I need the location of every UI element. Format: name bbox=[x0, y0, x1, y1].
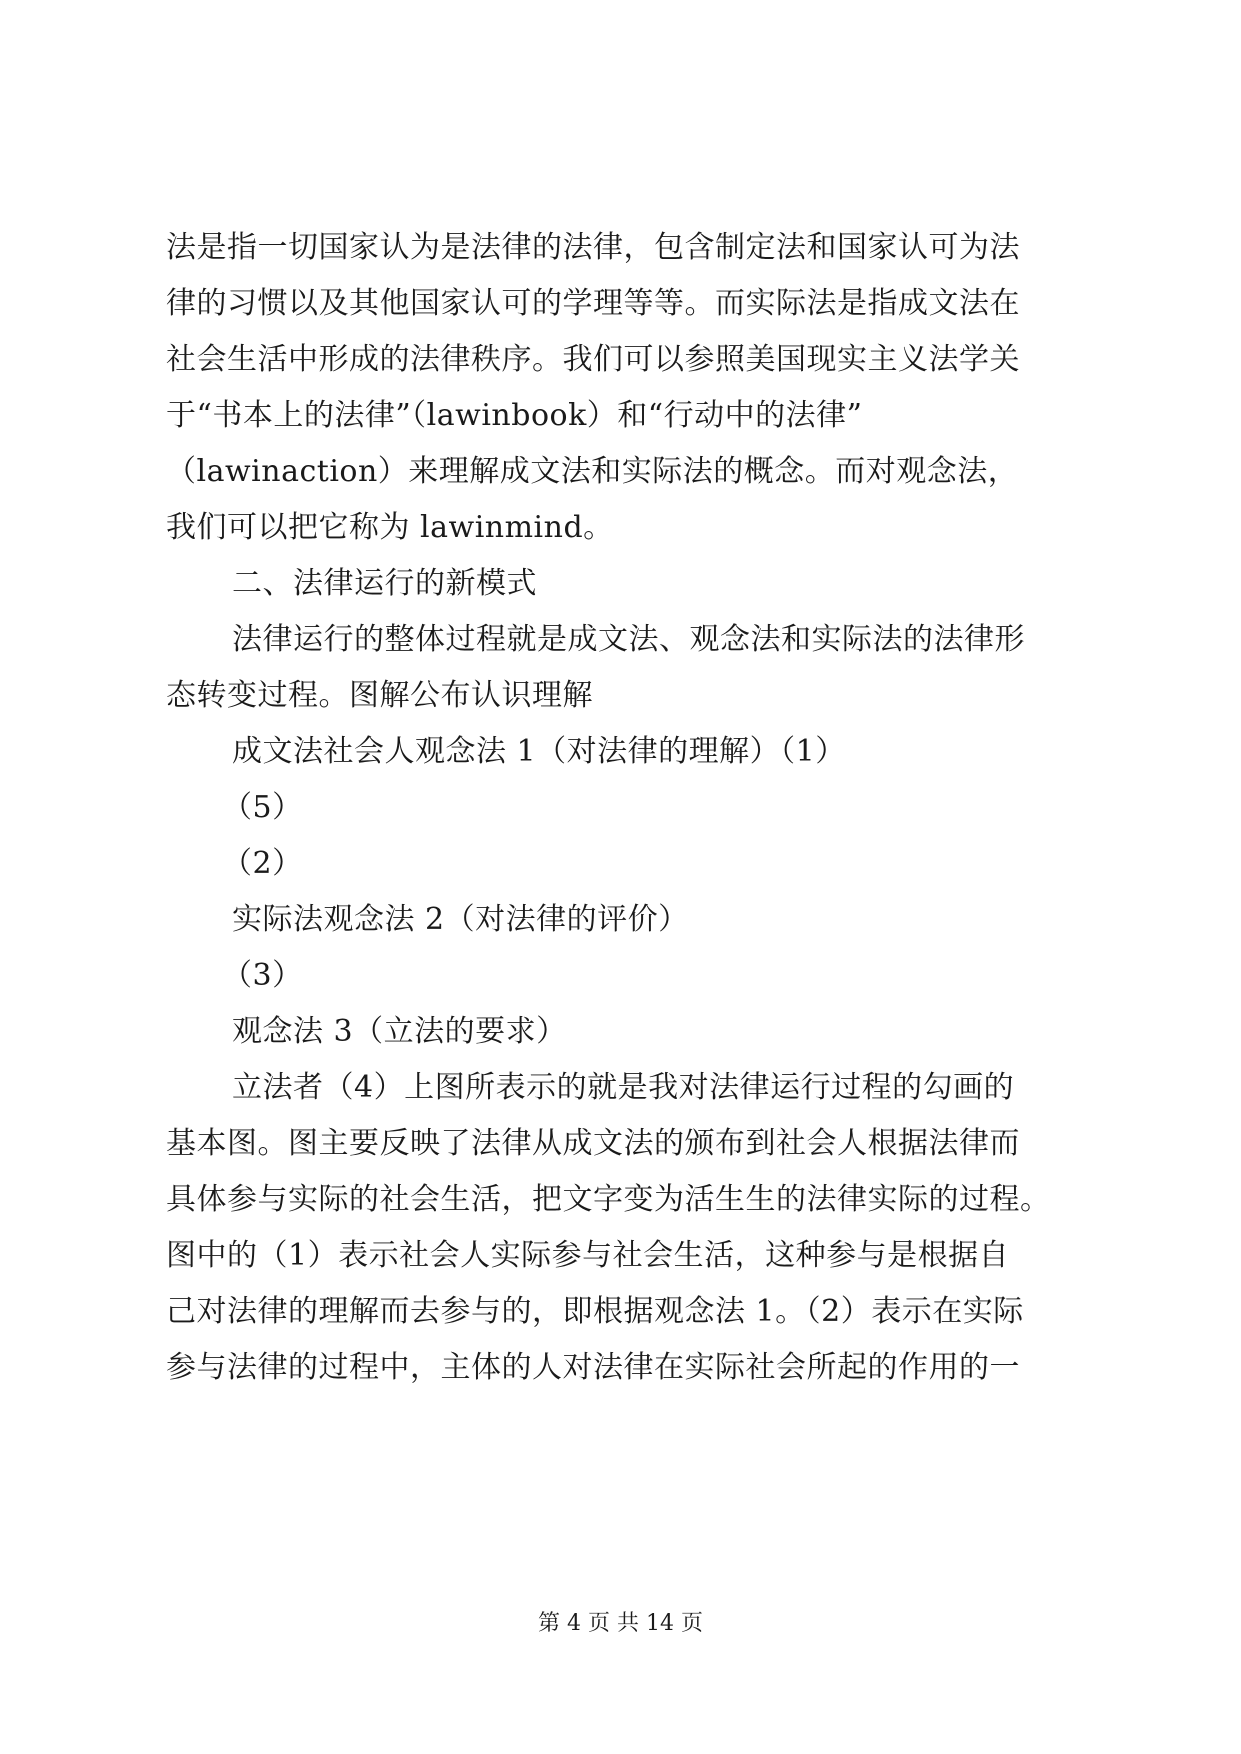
paragraph-line-2: 律的习惯以及其他国家认可的学理等等。而实际法是指成文法在 bbox=[166, 286, 1020, 321]
paragraph-line-17: 基本图。图主要反映了法律从成文法的颁布到社会人根据法律而 bbox=[166, 1126, 1020, 1161]
paragraph-line-19: 图中的（1）表示社会人实际参与社会生活，这种参与是根据自 bbox=[166, 1238, 1010, 1273]
paragraph-line-18: 具体参与实际的社会生活，把文字变为活生生的法律实际的过程。 bbox=[166, 1182, 1051, 1217]
diagram-line-4: 实际法观念法 2（对法律的评价） bbox=[232, 902, 689, 937]
paragraph-line-8: 法律运行的整体过程就是成文法、观念法和实际法的法律形 bbox=[232, 622, 1025, 657]
paragraph-line-9: 态转变过程。图解公布认识理解 bbox=[166, 678, 593, 713]
diagram-line-5: （3） bbox=[222, 958, 303, 993]
diagram-line-2: （5） bbox=[222, 790, 303, 825]
paragraph-line-21: 参与法律的过程中，主体的人对法律在实际社会所起的作用的一 bbox=[166, 1350, 1020, 1385]
paragraph-line-20: 己对法律的理解而去参与的，即根据观念法 1。（2）表示在实际 bbox=[166, 1294, 1024, 1329]
paragraph-line-5: （lawinaction）来理解成文法和实际法的概念。而对观念法， bbox=[166, 454, 1019, 489]
paragraph-line-1: 法是指一切国家认为是法律的法律，包含制定法和国家认可为法 bbox=[166, 230, 1020, 265]
section-heading: 二、法律运行的新模式 bbox=[232, 566, 537, 601]
diagram-line-1: 成文法社会人观念法 1（对法律的理解）（1） bbox=[232, 734, 846, 769]
paragraph-line-16: 立法者（4）上图所表示的就是我对法律运行过程的勾画的 bbox=[232, 1070, 1015, 1105]
diagram-line-6: 观念法 3（立法的要求） bbox=[232, 1014, 567, 1049]
paragraph-line-6: 我们可以把它称为 lawinmind。 bbox=[166, 510, 614, 545]
paragraph-line-3: 社会生活中形成的法律秩序。我们可以参照美国现实主义法学关 bbox=[166, 342, 1020, 377]
diagram-line-3: （2） bbox=[222, 846, 303, 881]
paragraph-line-4: 于“书本上的法律”（lawinbook）和“行动中的法律” bbox=[166, 398, 863, 433]
page-number-footer: 第 4 页 共 14 页 bbox=[538, 1611, 703, 1636]
